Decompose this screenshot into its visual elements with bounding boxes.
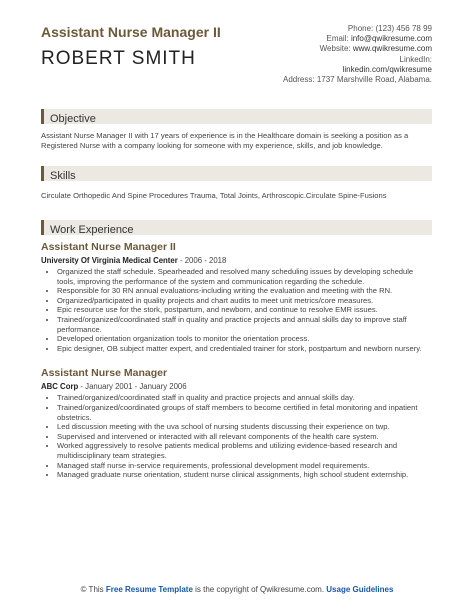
address-value: 1737 Marshville Road, Alabama.	[316, 75, 432, 85]
skills-text: Circulate Orthopedic And Spine Procedures Trauma, Total Joints, Arthroscopic.Circulate Spine-Fusions	[41, 191, 387, 200]
email-label: Email:	[326, 34, 349, 44]
objective-heading-bar	[41, 109, 432, 124]
job-bullet: • Responsible for 30 RN annual evaluations-including writing the evaluation and meeting with the RN.	[57, 286, 432, 296]
footer-prefix: © This	[80, 585, 106, 594]
copyright-footer	[0, 585, 474, 595]
job-bullets	[41, 393, 432, 479]
skills-heading: Skills	[50, 170, 76, 182]
contact-block	[272, 24, 432, 85]
phone-value: (123) 456 78 99	[375, 24, 432, 33]
job-company-line	[41, 256, 432, 265]
job-bullet: • Trained/organized/coordinated groups of staff members to become certified in fetal monitoring and inpatient obstetrics.	[57, 403, 432, 422]
contact-linkedin-label: LinkedIn:	[399, 54, 432, 64]
address-label: Address:	[283, 75, 315, 85]
header-job-title: Assistant Nurse Manager II	[41, 24, 221, 40]
job-company: ABC Corp	[41, 382, 79, 392]
contact-website	[272, 44, 432, 54]
skills-heading-bar	[41, 166, 432, 181]
candidate-name: ROBERT SMITH	[41, 48, 196, 69]
job-bullets	[41, 267, 432, 353]
job-title: Assistant Nurse Manager	[41, 367, 168, 380]
objective-text: Assistant Nurse Manager II with 17 years of experience is in the Healthcare domain is seeking a position as a Registered Nurse with a company looking for someone with my experience, skills, and job knowledge.	[41, 131, 409, 150]
website-label: Website:	[319, 44, 351, 54]
job-title: Assistant Nurse Manager II	[41, 241, 176, 253]
website-link[interactable]: www.qwikresume.com	[352, 44, 432, 54]
resume-header	[41, 24, 432, 97]
work-experience-section	[41, 220, 432, 480]
footer-middle: is the copyright of Qwikresume.com.	[192, 585, 327, 594]
job-bullet: • Organized the staff schedule. Spearheaded and resolved many scheduling issues by developing schedule tools, improving the performance of the system and communication regarding the schedule.	[57, 267, 432, 286]
job-company: University Of Virginia Medical Center	[41, 256, 178, 265]
job-dates: - 2006 - 2018	[177, 256, 227, 265]
job-bullet: • Epic resource use for the stork, postpartum, and newborn, and continue to resolve EMR issues.	[57, 305, 432, 315]
contact-phone	[272, 24, 432, 34]
free-resume-template-link[interactable]: Free Resume Template	[105, 585, 193, 594]
job-bullet: • Organized/participated in quality projects and chart audits to meet unit metrics/core measures.	[57, 296, 432, 306]
email-link[interactable]: info@qwikresume.com	[350, 34, 432, 44]
skills-section	[41, 166, 432, 201]
contact-email	[272, 34, 432, 44]
job-bullet: • Worked aggressively to resolve patients medical problems and utilizing evidence-based research and multidisciplinary team strategies.	[57, 441, 432, 460]
job-bullet: • Supervised and intervened or interacted with all relevant components of the health care system.	[57, 432, 432, 442]
job-entry	[41, 241, 432, 353]
phone-label: Phone:	[347, 24, 374, 33]
objective-section	[41, 109, 432, 150]
usage-guidelines-link[interactable]: Usage Guidelines	[326, 585, 394, 594]
job-bullet: • Developed orientation organization tools to monitor the orientation process.	[57, 334, 432, 344]
work-experience-heading-bar	[41, 220, 432, 235]
linkedin-link[interactable]: linkedin.com/qwikresume	[342, 64, 432, 74]
job-bullet: • Managed staff nurse in-service requirements, professional development model requirements.	[57, 461, 432, 471]
job-entry	[41, 367, 432, 479]
work-experience-heading: Work Experience	[50, 224, 134, 236]
job-bullet: • Trained/organized/coordinated staff in quality and practice projects and annual skills day.	[57, 393, 432, 403]
contact-address	[272, 75, 432, 85]
job-bullet: • Managed graduate nurse orientation, student nurse clinical assignments, high school student externship.	[57, 470, 432, 480]
job-dates: - January 2001 - January 2006	[78, 382, 187, 392]
job-company-line	[41, 382, 432, 391]
objective-heading: Objective	[50, 113, 96, 125]
job-bullet: • Epic designer, OB subject matter expert, and credentialed trainer for stork, postpartum and newborn nursery.	[57, 344, 432, 354]
job-bullet: • Led discussion meeting with the uva school of nursing students discussing their experience on twp.	[57, 422, 432, 432]
job-bullet: • Trained/organized/coordinated staff in quality and practice projects and annual skills day to improve staff performance.	[57, 315, 432, 334]
